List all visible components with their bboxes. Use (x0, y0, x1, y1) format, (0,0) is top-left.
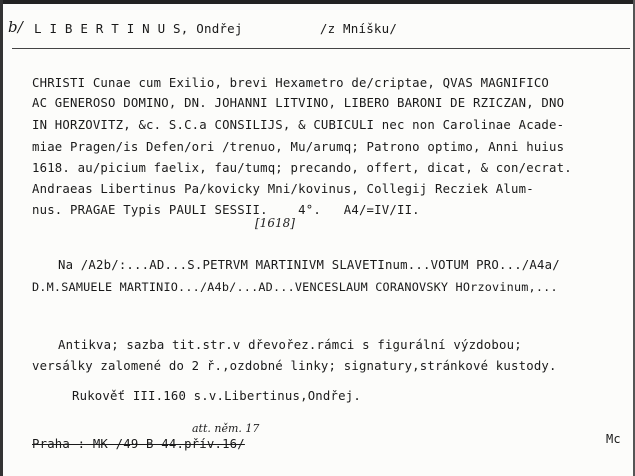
note-line: Antikva; sazba tit.str.v dřevořez.rámci s figurální výzdobou; (58, 338, 522, 352)
corner-mark: Mc (606, 432, 621, 446)
date-note: [1618] (255, 216, 295, 230)
shelfmark-annotation: att. něm. 17 (192, 422, 260, 435)
title-line: 1618. au/picium faelix, fau/tumq; precando, offert, dicat, & con/ecrat. (32, 161, 572, 175)
title-line: CHRISTI Cunae cum Exilio, brevi Hexametro de/criptae, QVAS MAGNIFICO (32, 76, 550, 90)
author-heading: L I B E R T I N U S, Ondřej /z Mníšku/ (34, 21, 398, 36)
signature-line: D.M.SAMUELE MARTINIO.../A4b/...AD...VENCESLAUM CORANOVSKY HOrzovinum,... (32, 280, 558, 294)
title-line: AC GENEROSO DOMINO, DN. JOHANNI LITVINO, LIBERO BARONI DE RZICZAN, DNO (32, 96, 565, 110)
title-line: miae Pragen/is Defen/ori /trenuo, Mu/arumq; Patrono optimo, Anni huius (32, 140, 565, 154)
card-top-edge (0, 0, 635, 4)
note-line: versálky zalomené do 2 ř.,ozdobné linky; signatury,stránkové kustody. (32, 359, 557, 373)
signature-line: Na /A2b/:...AD...S.PETRVM MARTINIVM SLAVETInum...VOTUM PRO.../A4a/ (58, 258, 560, 272)
reference-line: Rukověť III.160 s.v.Libertinus,Ondřej. (72, 389, 361, 403)
title-line: Andraeas Libertinus Pa/kovicky Mni/kovinus, Collegij Recziek Alum- (32, 182, 534, 196)
card-left-edge (0, 0, 3, 476)
title-line: IN HORZOVITZ, &c. S.C.a CONSILIJS, & CUBICULI nec non Carolinae Acade- (32, 118, 565, 132)
call-mark: b/ (8, 18, 24, 36)
shelfmark: Praha : MK /49 B 44.přív.16/ (32, 437, 245, 451)
title-line: nus. PRAGAE Typis PAULI SESSII. 4°. A4/=IV/II. (32, 203, 420, 217)
heading-rule (12, 48, 630, 49)
